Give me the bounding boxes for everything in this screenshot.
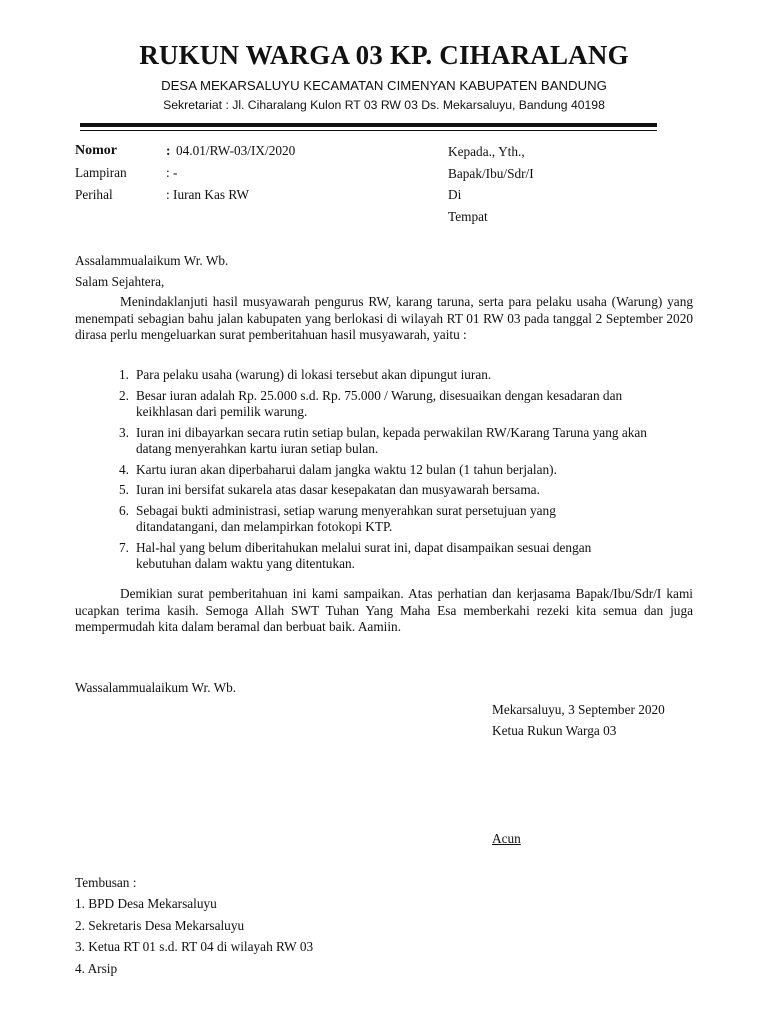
signature-position: Ketua Rukun Warga 03 (492, 723, 617, 738)
greeting: Assalammualaikum Wr. Wb. (75, 253, 229, 268)
letterhead-address: Sekretariat : Jl. Ciharalang Kulon RT 03 RW 03 Ds. Mekarsaluyu, Bandung 40198 (163, 98, 605, 112)
salutation: Salam Sejahtera, (75, 274, 165, 289)
lampiran-value: : - (166, 165, 178, 180)
nomor-label: Nomor (75, 143, 117, 158)
list-item-number: 6. (119, 502, 129, 518)
letterhead-subtitle: DESA MEKARSALUYU KECAMATAN CIMENYAN KABUPATEN BANDUNG (161, 78, 607, 93)
letterhead-divider-thick (80, 123, 657, 127)
perihal-value: : Iuran Kas RW (166, 187, 250, 202)
list-item (75, 503, 693, 536)
nomor-colon: : (166, 143, 171, 158)
list-item-text: Besar iuran adalah Rp. 25.000 s.d. Rp. 75.000 / Warung, disesuaikan dengan kesadaran dan keikhlasan dari pemilik warung. (136, 387, 623, 419)
letterhead-title: RUKUN WARGA 03 KP. CIHARALANG (139, 40, 629, 70)
perihal-label: Perihal (75, 187, 113, 202)
farewell: Wassalammualaikum Wr. Wb. (75, 680, 237, 695)
list-item (75, 462, 693, 479)
signature-name: Acun (492, 831, 521, 846)
letterhead-divider-thin (80, 130, 657, 131)
cc-item: 1. BPD Desa Mekarsaluyu (75, 896, 217, 911)
list-item (75, 482, 693, 499)
cc-item: 2. Sekretaris Desa Mekarsaluyu (75, 918, 245, 933)
list-item-number: 1. (119, 367, 129, 382)
list-item (75, 388, 693, 421)
cc-heading: Tembusan : (75, 875, 137, 890)
intro-paragraph: Menindaklanjuti hasil musyawarah pengurus RW, karang taruna, serta para pelaku usaha (Warung) yang menempati sebagian bahu jalan kabupaten yang berlokasi di wilayah RT 01 RW 03 pada tanggal 2 September 2020 dirasa perlu mengeluarkan surat pemberitahuan hasil musyawarah, yaitu : (75, 294, 693, 342)
recipient-line-4: Tempat (448, 209, 488, 224)
recipient-line-2: Bapak/Ibu/Sdr/I (448, 166, 534, 181)
recipient-line-3: Di (448, 187, 462, 202)
list-item-number: 5. (119, 482, 129, 497)
list-item-text: Para pelaku usaha (warung) di lokasi tersebut akan dipungut iuran. (136, 367, 492, 382)
recipient-line-1: Kepada., Yth., (448, 144, 525, 159)
list-item-text: Kartu iuran akan diperbaharui dalam jangka waktu 12 bulan (1 tahun berjalan). (136, 461, 557, 477)
list-item-number: 2. (119, 387, 129, 403)
list-item (75, 540, 693, 573)
list-item-number: 4. (119, 461, 129, 477)
list-item-number: 3. (119, 424, 129, 440)
list-item-text: Iuran ini dibayarkan secara rutin setiap bulan, kepada perwakilan RW/Karang Taruna yang akan datang menyerahkan kartu iuran setiap bulan. (136, 424, 647, 456)
list-item (75, 367, 693, 384)
list-item (75, 425, 693, 458)
points-list (75, 367, 693, 573)
list-item-text: Sebagai bukti administrasi, setiap warung menyerahkan surat persetujuan yang ditandatangani, dan melampirkan fotokopi KTP. (136, 502, 556, 534)
closing-paragraph: Demikian surat pemberitahuan ini kami sampaikan. Atas perhatian dan kerjasama Bapak/Ibu/Sdr/I kami ucapkan terima kasih. Semoga Allah SWT Tuhan Yang Maha Esa memberkahi rezeki kita semua dan juga mempermudah kita dalam beramal dan berbuat baik. Aamiin. (75, 586, 693, 634)
list-item-text: Iuran ini bersifat sukarela atas dasar kesepakatan dan musyawarah bersama. (136, 482, 540, 497)
cc-item: 3. Ketua RT 01 s.d. RT 04 di wilayah RW 03 (75, 939, 314, 954)
lampiran-label: Lampiran (75, 165, 127, 180)
signature-place-date: Mekarsaluyu, 3 September 2020 (492, 702, 665, 717)
list-item-text: Hal-hal yang belum diberitahukan melalui surat ini, dapat disampaikan sesuai dengan kebutuhan dalam waktu yang ditentukan. (136, 539, 592, 571)
cc-item: 4. Arsip (75, 961, 118, 976)
list-item-number: 7. (119, 539, 129, 555)
nomor-value: 04.01/RW-03/IX/2020 (176, 143, 296, 158)
